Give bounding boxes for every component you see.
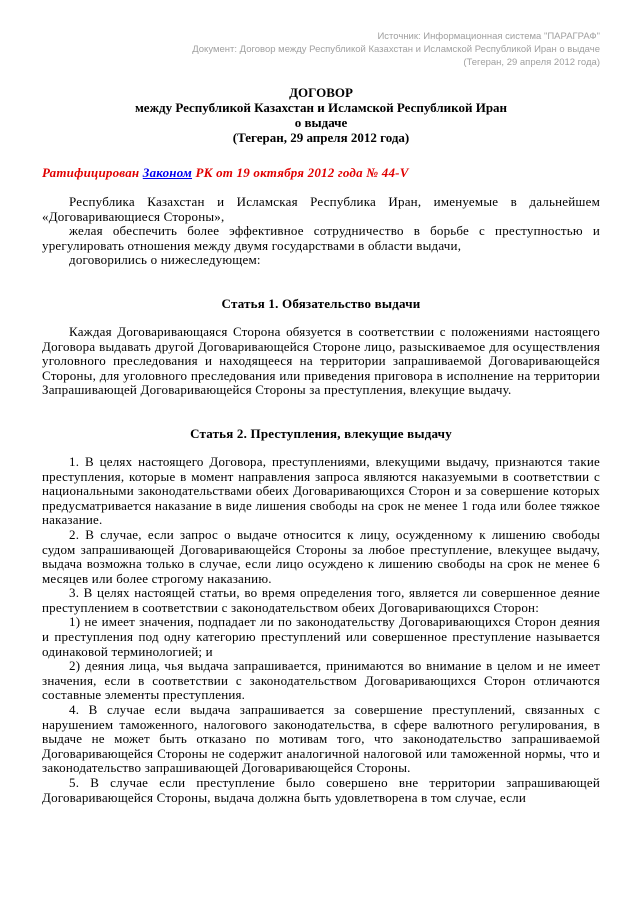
article-2-paragraph-3: 3. В целях настоящей статьи, во время определения того, является ли совершенное деяние преступлением в соответствии с законодательством обеих Договаривающихся Сторон: xyxy=(42,585,600,615)
document-meta-header xyxy=(42,30,600,69)
title-line-3: о выдаче xyxy=(294,115,348,130)
document-line-2: (Тегеран, 29 апреля 2012 года) xyxy=(463,57,600,68)
document-line-1: Документ: Договор между Республикой Казахстан и Исламской Республикой Иран о выдаче xyxy=(192,44,600,55)
article-1-paragraph: Каждая Договаривающаяся Сторона обязуется в соответствии с положениями настоящего Договора выдавать другой Договаривающейся Стороне лицо, разыскиваемое для осуществления уголовного преследования и находящееся на территории запрашиваемой Договаривающейся Стороны, для уголовного преследования или приведения приговора в исполнение на территории Запрашивающей Договаривающейся Стороны за преступления, влекущие выдачу. xyxy=(42,323,600,398)
preamble-paragraph-3: договорились о нижеследующем: xyxy=(69,252,261,268)
article-2-paragraph-2: 2. В случае, если запрос о выдаче относится к лицу, осужденному к лишению свободы судом запрашивающей Договаривающейся Стороны за любое преступление, влекущее выдачу, выдача возможна только в случае, если лицо осуждено к лишению свободы на срок не менее 6 месяцев или более строгому наказанию. xyxy=(42,526,600,586)
law-link[interactable]: Законом xyxy=(142,165,193,180)
article-1-heading: Статья 1. Обязательство выдачи xyxy=(221,295,421,311)
article-2-heading: Статья 2. Преступления, влекущие выдачу xyxy=(190,425,452,441)
source-line: Источник: Информационная система "ПАРАГРАФ" xyxy=(377,31,600,42)
title-line-2: между Республикой Казахстан и Исламской Республикой Иран xyxy=(134,100,508,115)
article-2-body xyxy=(42,455,600,805)
document-title xyxy=(42,85,600,145)
article-2-subitem-1: 1) не имеет значения, подпадает ли по законодательству Договаривающихся Сторон деяния и преступления под одну категорию преступлений или совершенное преступление называется одинаковой терминологией; и xyxy=(42,614,600,659)
title-line-1: ДОГОВОР xyxy=(289,85,353,100)
article-2-paragraph-4: 4. В случае если выдача запрашивается за совершение преступлений, связанных с нарушением таможенного, налогового законодательства, в сфере валютного регулирования, в выдаче не может быть отказано по мотивам того, что законодательство запрашиваемой Договаривающейся Стороны не содержит аналогичной налоговой или таможенной нормы, что и законодательство запрашивающей Договаривающейся Стороны. xyxy=(42,702,600,776)
preamble-paragraph-2: желая обеспечить более эффективное сотрудничество в борьбе с преступностью и урегулировать отношения между двумя государствами в области выдачи, xyxy=(42,223,600,253)
title-line-4: (Тегеран, 29 апреля 2012 года) xyxy=(232,130,410,145)
article-2-subitem-2: 2) деяния лица, чья выдача запрашивается, принимаются во внимание в целом и не имеет значения, если в соответствии с законодательством Договаривающихся Сторон отличаются составные элементы преступления. xyxy=(42,658,600,703)
ratification-note xyxy=(42,165,600,180)
ratification-prefix: Ратифицирован xyxy=(42,165,143,180)
preamble-section xyxy=(42,195,600,268)
article-2-paragraph-5: 5. В случае если преступление было совершено вне территории запрашивающей Договаривающейся Стороны, выдача должна быть удовлетворена в том случае, если xyxy=(42,775,600,805)
ratification-suffix: РК от 19 октября 2012 года № 44-V xyxy=(192,165,409,180)
article-2-paragraph-1: 1. В целях настоящего Договора, преступлениями, влекущими выдачу, признаются такие преступления, которые в момент направления запроса являются наказуемыми в соответствии с национальными законодательствами обеих Договаривающихся Сторон и за совершение которых предусматривается наказание в виде лишения свободы на срок не менее 1 года или более тяжкое наказание. xyxy=(42,453,600,528)
preamble-paragraph-1: Республика Казахстан и Исламская Республика Иран, именуемые в дальнейшем «Договаривающиеся Стороны», xyxy=(42,194,600,224)
